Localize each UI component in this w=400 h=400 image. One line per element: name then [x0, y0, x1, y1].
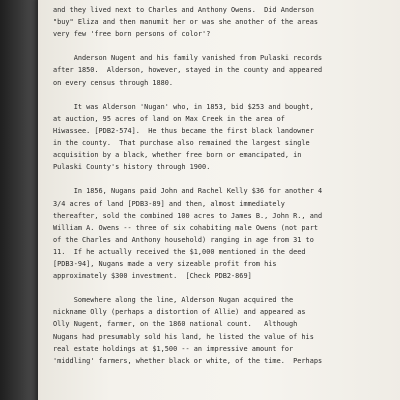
paragraph [53, 4, 398, 40]
text-line: Anderson Nugent and his family vanished from Pulaski records [53, 54, 323, 63]
paragraph [53, 52, 398, 88]
page-body [53, 4, 398, 367]
text-line: Pulaski County's history through 1900. [53, 163, 211, 172]
text-line: nickname Olly (perhaps a distortion of Allie) and appeared as [53, 308, 306, 317]
text-line: approximately $300 investment. [Check PDB2-869] [53, 272, 252, 281]
text-line: 3/4 acres of land [PDB3-89] and then, almost immediately [53, 199, 285, 208]
text-line: [PDB3-94], Nugans made a very sizeable profit from his [53, 259, 277, 268]
text-line: after 1850. Alderson, however, stayed in the county and appeared [53, 66, 323, 75]
text-line: thereafter, sold the combined 100 acres to James B., John R., and [53, 211, 323, 220]
text-line: It was Alderson 'Nugan' who, in 1853, bid $253 and bought, [53, 102, 314, 111]
text-line: Nugans had presumably sold his land, he listed the value of his [53, 332, 314, 341]
paragraph [53, 185, 398, 282]
text-line: Somewhere along the line, Alderson Nugan acquired the [53, 296, 294, 305]
text-line: at auction, 95 acres of land on Max Creek in the area of [53, 114, 285, 123]
text-line: in the county. That purchase also remained the largest single [53, 139, 310, 148]
text-line: and they lived next to Charles and Anthony Owens. Did Anderson [53, 6, 314, 14]
document-page [38, 0, 400, 400]
text-line: Olly Nugent, farmer, on the 1860 national count. Although [53, 320, 298, 329]
text-line: of the Charles and Anthony household) ranging in age from 31 to [53, 235, 314, 244]
text-line: real estate holdings at $1,500 -- an impressive amount for [53, 344, 294, 353]
text-line: William A. Owens -- three of six cohabiting male Owens (not part [53, 223, 318, 232]
text-line: 11. If he actually received the $1,000 mentioned in the deed [53, 247, 306, 256]
paragraph [53, 294, 398, 367]
text-line: acquisition by a black, whether free born or emancipated, in [53, 151, 302, 160]
text-line: on every census through 1880. [53, 78, 174, 87]
text-line: 'middling' farmers, whether black or white, of the time. Perhaps [53, 356, 323, 365]
paragraph [53, 101, 398, 174]
text-line: "buy" Eliza and then manumit her or was she another of the areas [53, 18, 318, 27]
text-line: Hiwassee. [PDB2-574]. He thus became the first black landowner [53, 126, 314, 135]
text-line: In 1856, Nugans paid John and Rachel Kelly $36 for another 4 [53, 187, 323, 196]
text-line: very few 'free born persons of color'? [53, 30, 211, 39]
